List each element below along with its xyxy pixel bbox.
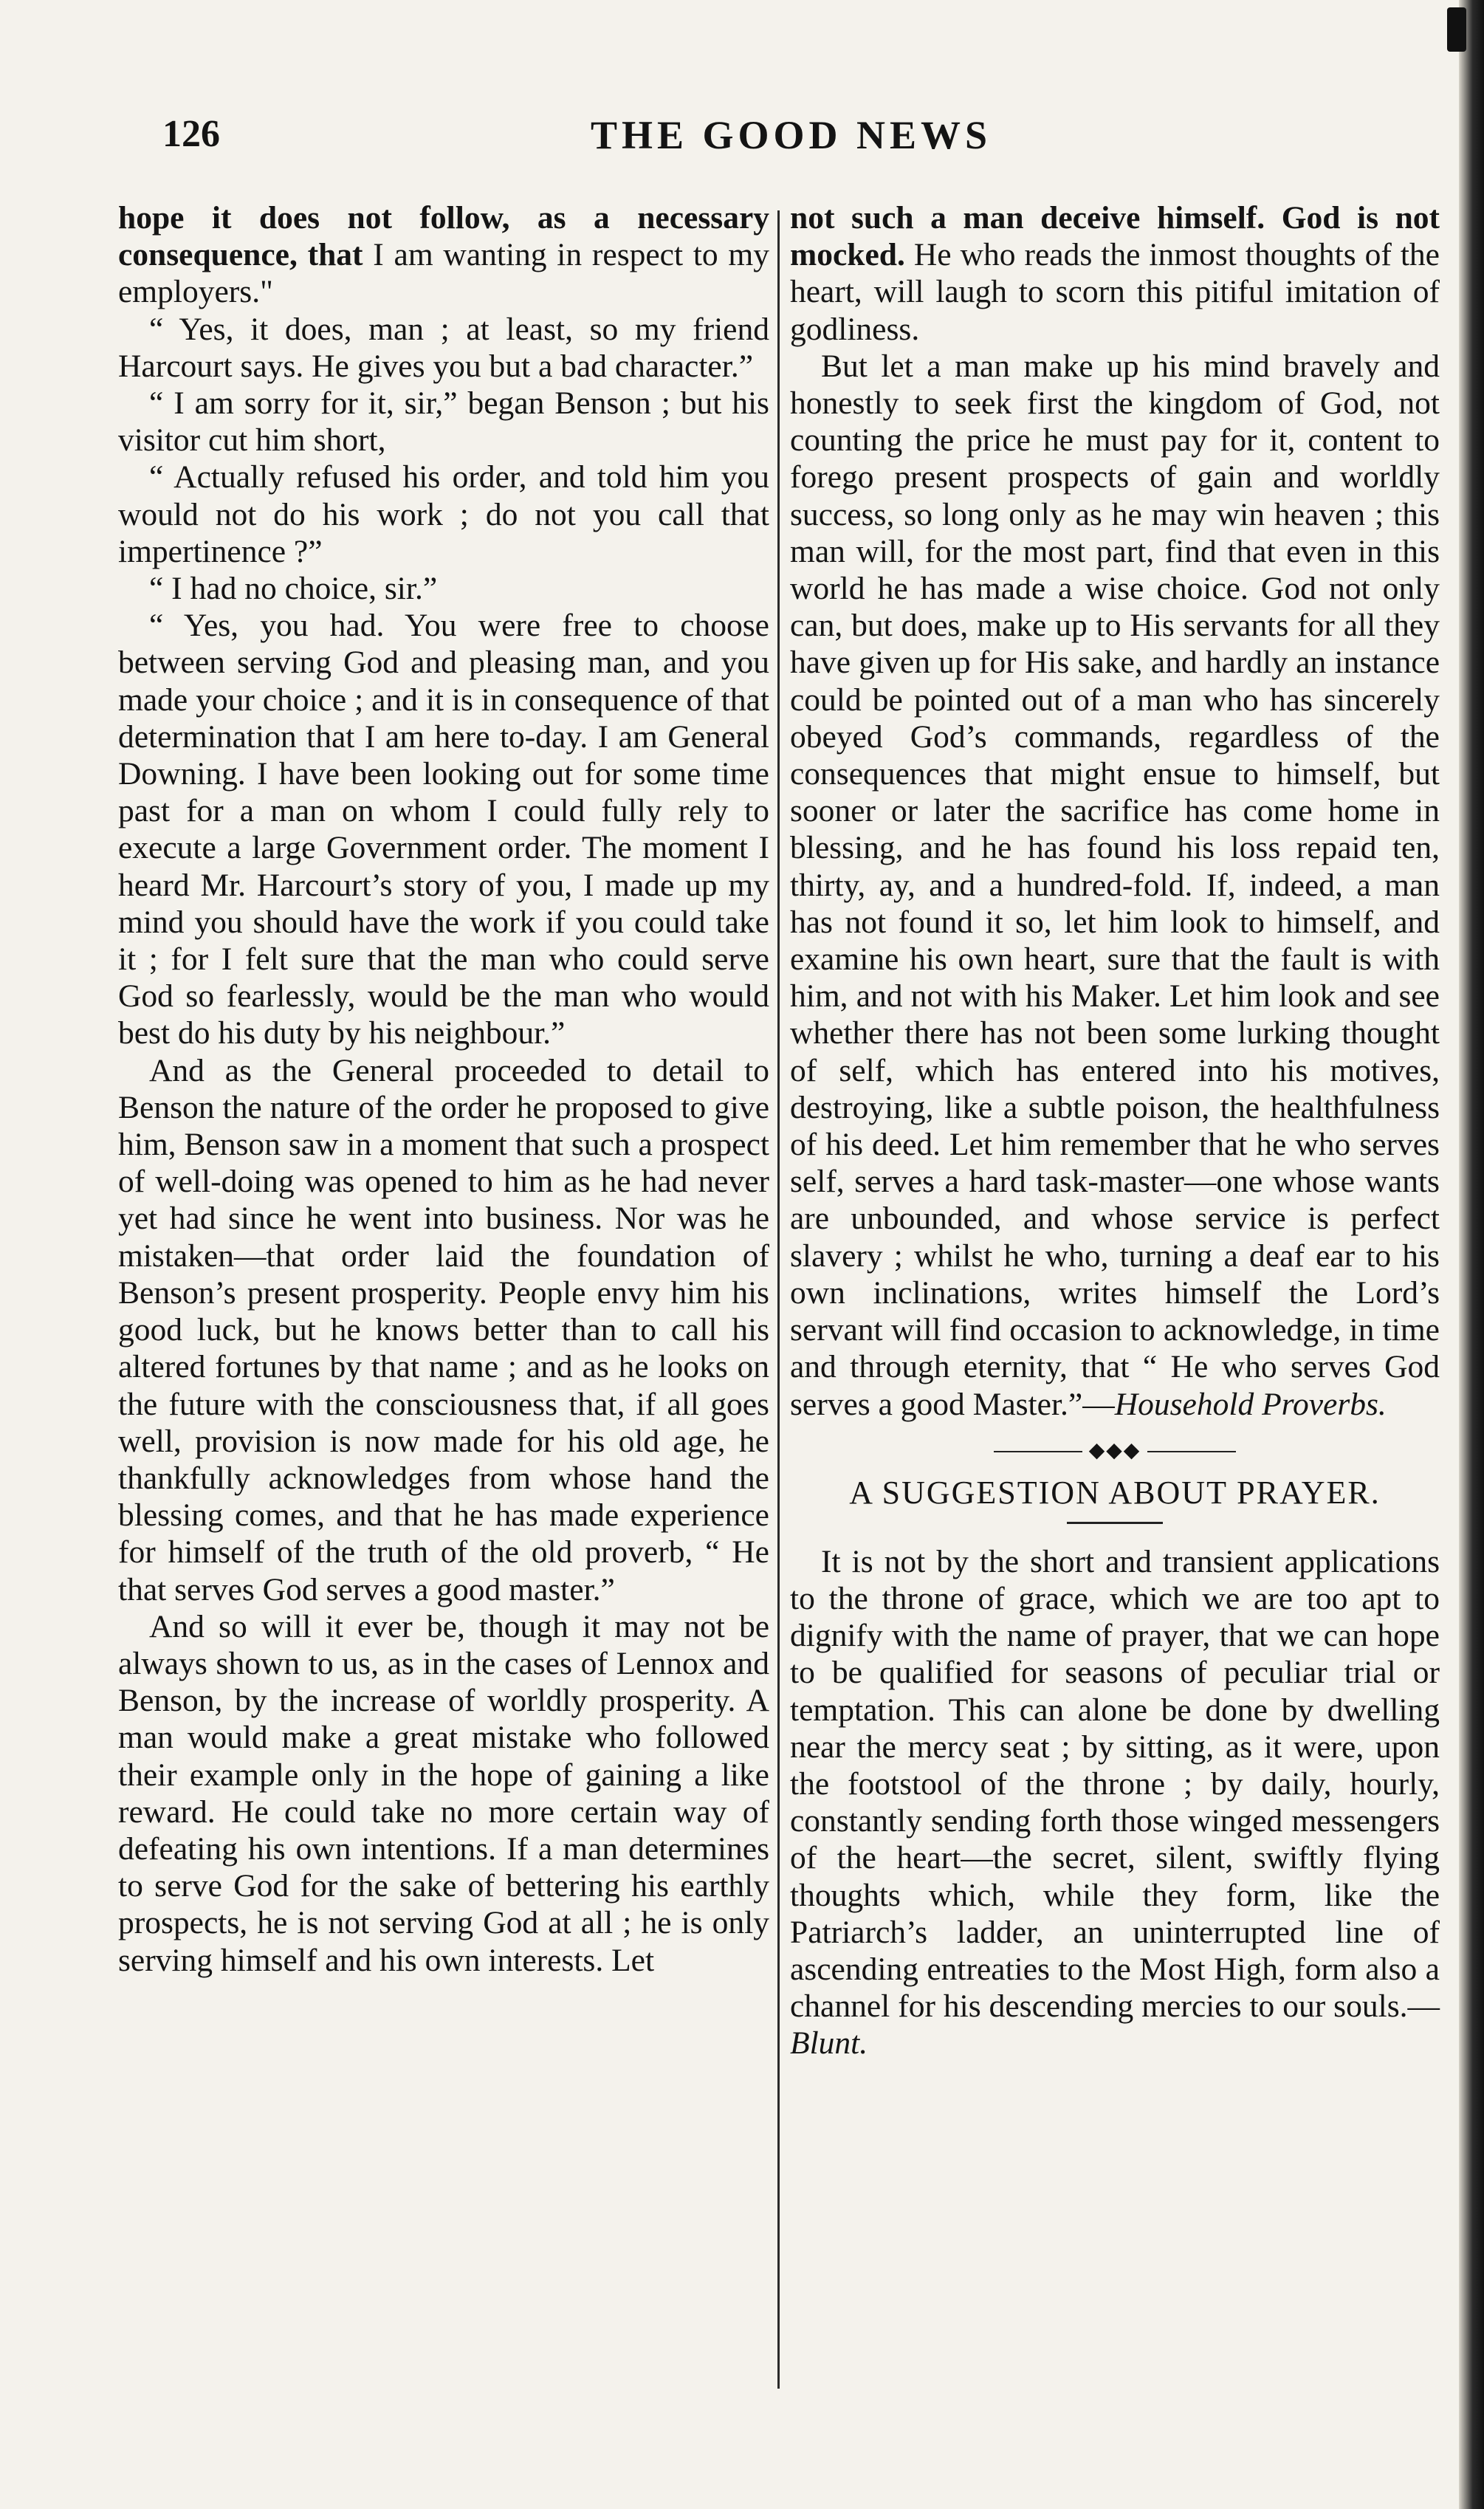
paragraph-text: I am wanting in respect to my employers." [118, 237, 769, 310]
attribution: Household Proverbs. [1114, 1386, 1387, 1422]
paragraph-text: It is not by the short and transient applications to the throne of grace, which we are too apt to dignify with the name of prayer, that we can hope to be qualified for seasons of peculiar trial or temptation. This can alone be done by dwelling near the mercy seat ; by sitting, as it were, upon the footstool of the throne ; by daily, hourly, constantly sending forth those winged messengers of the heart—the secret, silent, swiftly flying thoughts which, while they form, like the Patriarch’s ladder, an uninterrupted line of ascending entreaties to the Most High, form also a channel for his descending mercies to our souls.— [790, 1543, 1440, 2025]
paragraph: And so will it ever be, though it may not be always shown to us, as in the cases of Lennox and Benson, by the increase of worldly prosperity. A man would make a great mistake who followed their example only in the hope of gaining a like reward. He could take no more certain way of defeating his own intentions. If a man determines to serve God for the sake of bettering his earthly prospects, he is not serving God at all ; he is only serving himself and his own interests. Let [118, 1608, 769, 1978]
page-edge-tab [1447, 7, 1466, 52]
page-number: 126 [162, 113, 220, 155]
page-edge-shadow [1459, 0, 1484, 2509]
page-header [118, 111, 1432, 170]
right-column [790, 199, 1440, 2062]
ornament-line [1147, 1451, 1236, 1452]
paragraph-text: He who reads the inmost thoughts of the heart, will laugh to scorn this pitiful imitation of godliness. [790, 237, 1440, 347]
paragraph: “ Actually refused his order, and told him you would not do his work ; do not you call that impertinence ?” [118, 459, 769, 569]
column-divider [777, 210, 780, 2389]
paragraph: “ I am sorry for it, sir,” began Benson ; but his visitor cut him short, [118, 385, 769, 459]
attribution: Blunt. [790, 2025, 868, 2062]
ornament-dots: ◆◆◆ [1088, 1438, 1141, 1462]
paragraph-lead: not such a man deceive himself. God is not mocked. [790, 200, 1440, 273]
section-rule [1067, 1522, 1163, 1524]
running-title: THE GOOD NEWS [591, 113, 992, 157]
paragraph: “ Yes, you had. You were free to choose between serving God and pleasing man, and you made your choice ; and it is in consequence of that determination that I am here to-day. I am General Downing. I have been looking out for some time past for a man on whom I could fully rely to execute a large Government order. The moment I heard Mr. Harcourt’s story of you, I made up my mind you should have the work if you could take it ; for I felt sure that the man who could serve God so fearlessly, would be the man who would best do his duty by his neighbour.” [118, 608, 769, 1051]
paragraph: “ I had no choice, sir.” [149, 571, 438, 607]
paragraph-lead: hope it does not follow, as a necessary consequence, that [118, 200, 769, 273]
paragraph-text: But let a man make up his mind bravely and honestly to seek first the kingdom of God, not counting the price he must pay for it, content to forego present prospects of gain and worldly success, so long only as he may win heaven ; this man will, for the most part, find that even in this world he has made a wise choice. God not only can, but does, make up to His servants for all they have given up for His sake, and hardly an instance could be pointed out of a man who has sincerely obeyed God’s commands, regardless of the consequences that might ensue to himself, but sooner or later the sacrifice has come home in blessing, and he has found his loss repaid ten, thirty, ay, and a hundred-fold. If, indeed, a man has not found it so, let him look to himself, and examine his own heart, sure that the fault is with him, and not with his Maker. Let him look and see whether there has not been some lurking thought of self, which has entered into his motives, destroying, like a subtle poison, the healthfulness of his deed. Let him remember that he who serves self, serves a hard task-master—one whose wants are unbounded, and whose service is perfect slavery ; whilst he who, turning a deaf ear to his own inclinations, writes himself the Lord’s servant will find occasion to acknowledge, in time and through eternity, that “ He who serves God serves a good Master.”— [790, 348, 1440, 1422]
section-ornament [790, 1438, 1440, 1462]
paragraph [790, 348, 1440, 1423]
left-column [118, 199, 769, 1979]
ornament-line [994, 1451, 1082, 1452]
paragraph [118, 199, 769, 311]
paragraph: “ Yes, it does, man ; at least, so my friend Harcourt says. He gives you but a bad character.” [118, 311, 769, 384]
section-title: A SUGGESTION ABOUT PRAYER. [849, 1474, 1381, 1511]
paragraph: And as the General proceeded to detail to Benson the nature of the order he proposed to give him, Benson saw in a moment that such a prospect of well-doing was opened to him as he had never yet had since he went into business. Nor was he mistaken—that order laid the foundation of Benson’s present prosperity. People envy him his good luck, but he knows better than to call his altered fortunes by that name ; and as he looks on the future with the consciousness that, if all goes well, provision is now made for his old age, he thankfully acknowledges from whose hand the blessing comes, and that he has made experience for himself of the truth of the old proverb, “ He that serves God serves a good master.” [118, 1052, 769, 1607]
paragraph [790, 1543, 1440, 2062]
paragraph [790, 199, 1440, 348]
